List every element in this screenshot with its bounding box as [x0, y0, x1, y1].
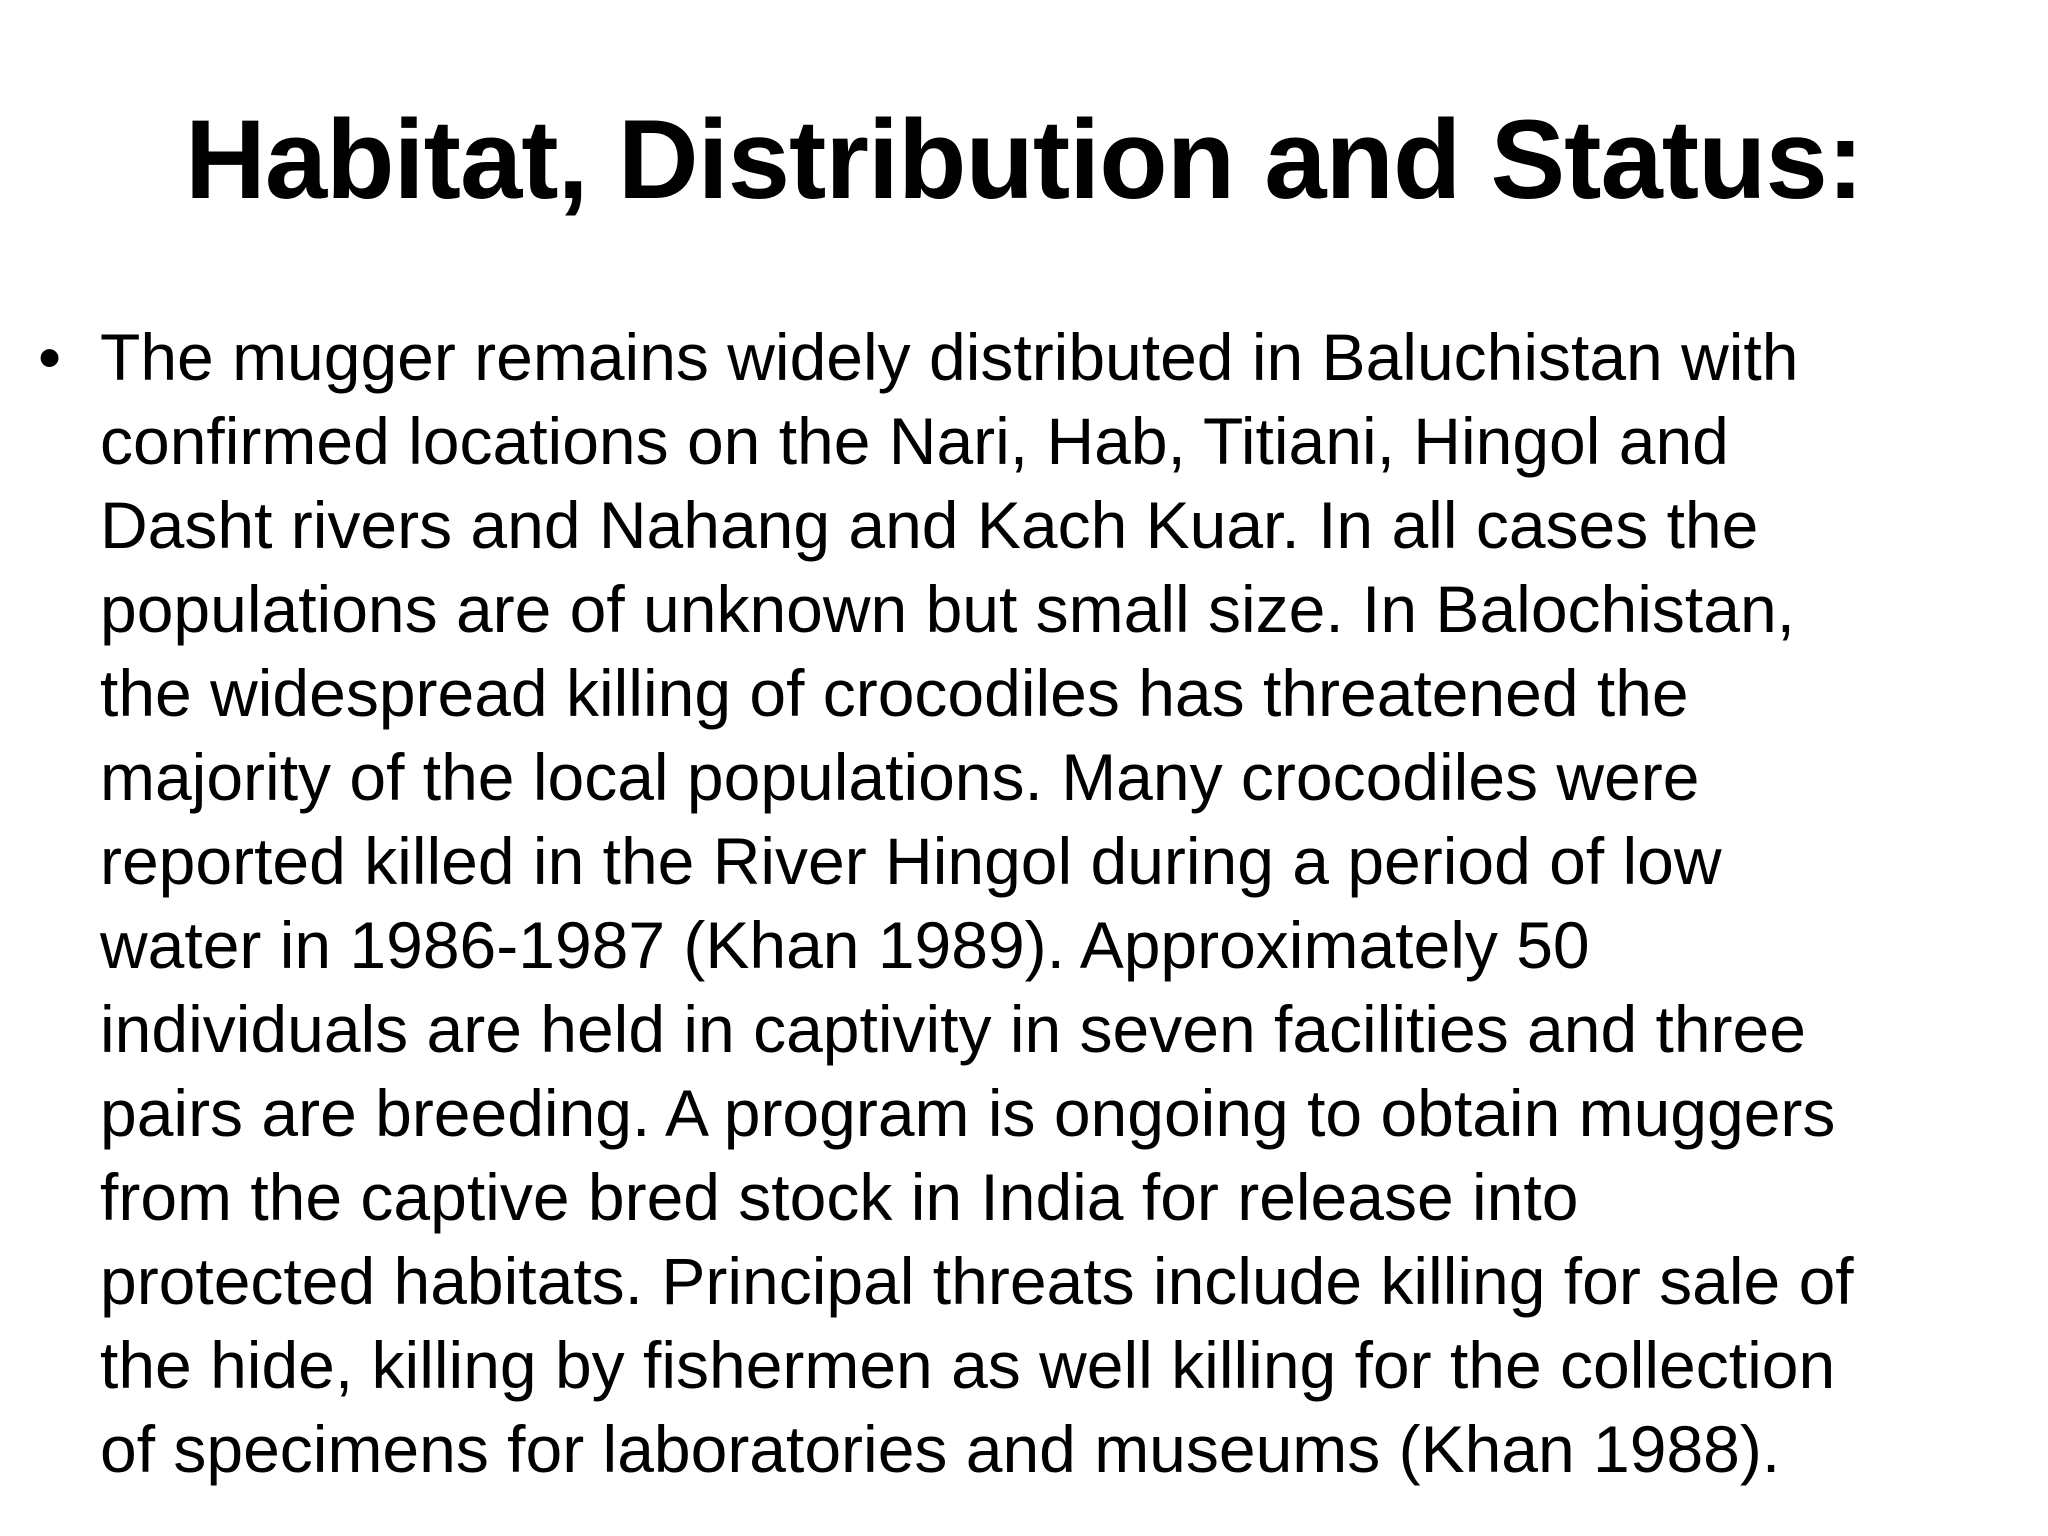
bullet-text-line: reported killed in the River Hingol during a period of low	[100, 824, 1722, 898]
bullet-text-line: individuals are held in captivity in seven facilities and three	[100, 992, 1806, 1066]
bullet-list	[0, 315, 2048, 1491]
bullet-text-line: confirmed locations on the Nari, Hab, Titiani, Hingol and	[100, 404, 1729, 478]
bullet-text-line: from the captive bred stock in India for release into	[100, 1160, 1579, 1234]
bullet-text-line: The mugger remains widely distributed in Baluchistan with	[100, 320, 1799, 394]
bullet-text-line: protected habitats. Principal threats include killing for sale of	[100, 1244, 1854, 1318]
bullet-text-line: majority of the local populations. Many crocodiles were	[100, 740, 1700, 814]
bullet-marker: •	[38, 320, 62, 394]
bullet-text-line: water in 1986-1987 (Khan 1989). Approximately 50	[100, 908, 1590, 982]
slide-title: Habitat, Distribution and Status:	[184, 97, 1864, 222]
bullet-text-line: the hide, killing by fishermen as well killing for the collection	[100, 1328, 1836, 1402]
bullet-text-line: populations are of unknown but small size. In Balochistan,	[100, 572, 1795, 646]
bullet-text-line: of specimens for laboratories and museums (Khan 1988).	[100, 1412, 1781, 1486]
bullet-item	[0, 315, 2048, 1491]
bullet-text-line: the widespread killing of crocodiles has threatened the	[100, 656, 1689, 730]
bullet-text-line: pairs are breeding. A program is ongoing to obtain muggers	[100, 1076, 1836, 1150]
bullet-text-line: Dasht rivers and Nahang and Kach Kuar. In all cases the	[100, 488, 1759, 562]
